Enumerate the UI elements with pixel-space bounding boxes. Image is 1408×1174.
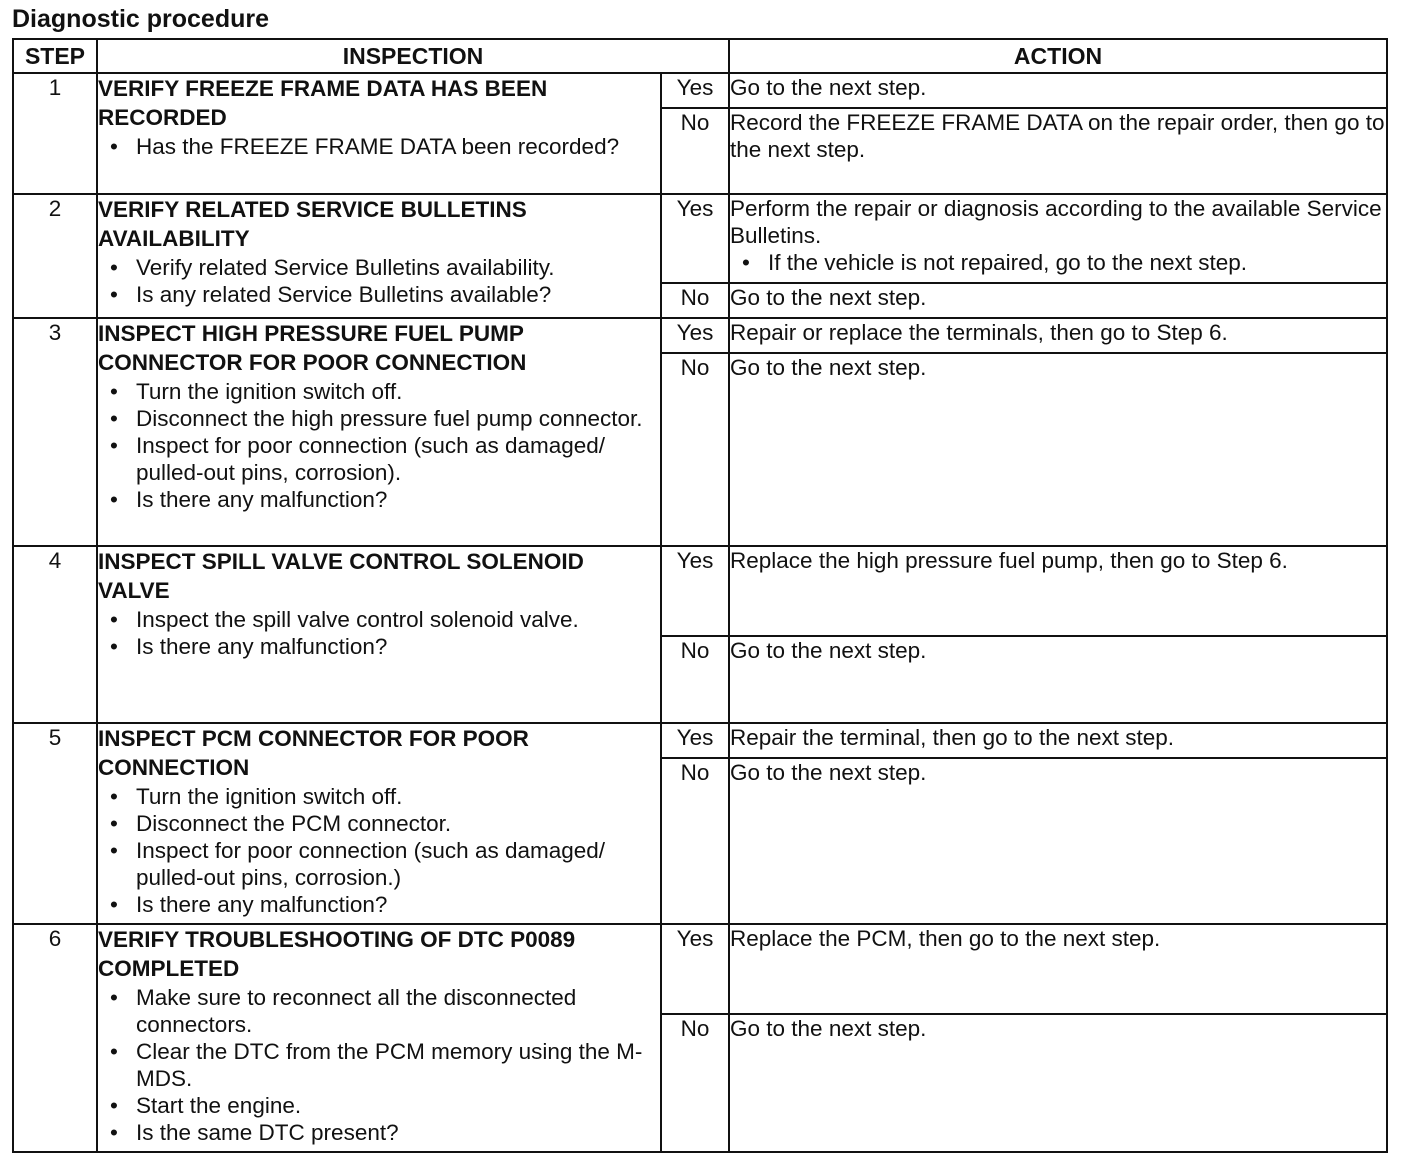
bullet-item: • Disconnect the PCM connector.	[136, 810, 660, 837]
step-number: 5	[13, 723, 97, 924]
table-row	[13, 73, 1387, 108]
bullet-item: • Start the engine.	[136, 1092, 660, 1119]
step-number: 4	[13, 546, 97, 723]
inspection-bullets	[98, 606, 660, 660]
inspection-title: INSPECT PCM CONNECTOR FOR POOR CONNECTION	[98, 726, 529, 780]
no-action: Go to the next step.	[729, 636, 1387, 723]
no-label: No	[661, 283, 729, 318]
bullet-item: • Has the FREEZE FRAME DATA been recorded?	[136, 133, 660, 160]
bullet-item: • Verify related Service Bulletins availability.	[136, 254, 660, 281]
table-row	[13, 924, 1387, 1014]
no-action: Go to the next step.	[729, 283, 1387, 318]
step-number: 6	[13, 924, 97, 1152]
inspection-cell	[97, 546, 661, 723]
step-number: 2	[13, 194, 97, 318]
bullet-item: • Inspect for poor connection (such as damaged/ pulled-out pins, corrosion).	[136, 432, 660, 486]
no-action: Go to the next step.	[729, 758, 1387, 924]
inspection-bullets	[98, 133, 660, 160]
bullet-item: • Turn the ignition switch off.	[136, 783, 660, 810]
bullet-item: • Is there any malfunction?	[136, 633, 660, 660]
yes-label: Yes	[661, 723, 729, 758]
inspection-bullets	[98, 254, 660, 308]
yes-label: Yes	[661, 73, 729, 108]
no-label: No	[661, 353, 729, 546]
no-action: Go to the next step.	[729, 1014, 1387, 1152]
inspection-cell	[97, 318, 661, 546]
yes-action: Repair or replace the terminals, then go to Step 6.	[729, 318, 1387, 353]
yes-label: Yes	[661, 546, 729, 636]
bullet-item: • Is there any malfunction?	[136, 486, 660, 513]
inspection-cell	[97, 194, 661, 318]
step-number: 3	[13, 318, 97, 546]
yes-action: Go to the next step.	[729, 73, 1387, 108]
action-bullets	[730, 249, 1386, 276]
bullet-item: • Make sure to reconnect all the disconnected connectors.	[136, 984, 660, 1038]
inspection-bullets	[98, 783, 660, 918]
diagnostic-procedure-table	[12, 38, 1388, 1153]
inspection-cell	[97, 723, 661, 924]
no-label: No	[661, 758, 729, 924]
bullet-item: • Is the same DTC present?	[136, 1119, 660, 1146]
bullet-item: • Inspect the spill valve control solenoid valve.	[136, 606, 660, 633]
yes-action	[729, 194, 1387, 283]
bullet-item: • Is any related Service Bulletins available?	[136, 281, 660, 308]
header-action: ACTION	[729, 39, 1387, 73]
yes-action-text: Perform the repair or diagnosis according to the available Service Bulletins.	[730, 196, 1382, 248]
yes-action: Replace the PCM, then go to the next step.	[729, 924, 1387, 1014]
inspection-cell	[97, 924, 661, 1152]
inspection-bullets	[98, 378, 660, 513]
yes-label: Yes	[661, 318, 729, 353]
yes-label: Yes	[661, 194, 729, 283]
no-action: Go to the next step.	[729, 353, 1387, 546]
page-title: Diagnostic procedure	[12, 5, 269, 33]
inspection-cell	[97, 73, 661, 194]
bullet-item: • Turn the ignition switch off.	[136, 378, 660, 405]
no-label: No	[661, 108, 729, 194]
inspection-title: VERIFY RELATED SERVICE BULLETINS AVAILABILITY	[98, 197, 527, 251]
yes-action: Replace the high pressure fuel pump, then go to Step 6.	[729, 546, 1387, 636]
yes-label: Yes	[661, 924, 729, 1014]
inspection-title: VERIFY TROUBLESHOOTING OF DTC P0089 COMPLETED	[98, 927, 576, 981]
table-header-row	[13, 39, 1387, 73]
bullet-item: • Clear the DTC from the PCM memory using the M-MDS.	[136, 1038, 660, 1092]
no-label: No	[661, 1014, 729, 1152]
bullet-item: • Inspect for poor connection (such as damaged/ pulled-out pins, corrosion.)	[136, 837, 660, 891]
table-row	[13, 723, 1387, 758]
bullet-item: • If the vehicle is not repaired, go to the next step.	[768, 249, 1386, 276]
no-action: Record the FREEZE FRAME DATA on the repair order, then go to the next step.	[729, 108, 1387, 194]
table-row	[13, 194, 1387, 283]
inspection-title: INSPECT HIGH PRESSURE FUEL PUMP CONNECTOR FOR POOR CONNECTION	[98, 321, 527, 375]
header-step: STEP	[13, 39, 97, 73]
bullet-item: • Is there any malfunction?	[136, 891, 660, 918]
bullet-item: • Disconnect the high pressure fuel pump connector.	[136, 405, 660, 432]
table-row	[13, 318, 1387, 353]
step-number: 1	[13, 73, 97, 194]
inspection-title: VERIFY FREEZE FRAME DATA HAS BEEN RECORDED	[98, 76, 548, 130]
inspection-bullets	[98, 984, 660, 1146]
yes-action: Repair the terminal, then go to the next step.	[729, 723, 1387, 758]
header-inspection: INSPECTION	[97, 39, 729, 73]
table-row	[13, 546, 1387, 636]
no-label: No	[661, 636, 729, 723]
inspection-title: INSPECT SPILL VALVE CONTROL SOLENOID VALVE	[98, 549, 584, 603]
